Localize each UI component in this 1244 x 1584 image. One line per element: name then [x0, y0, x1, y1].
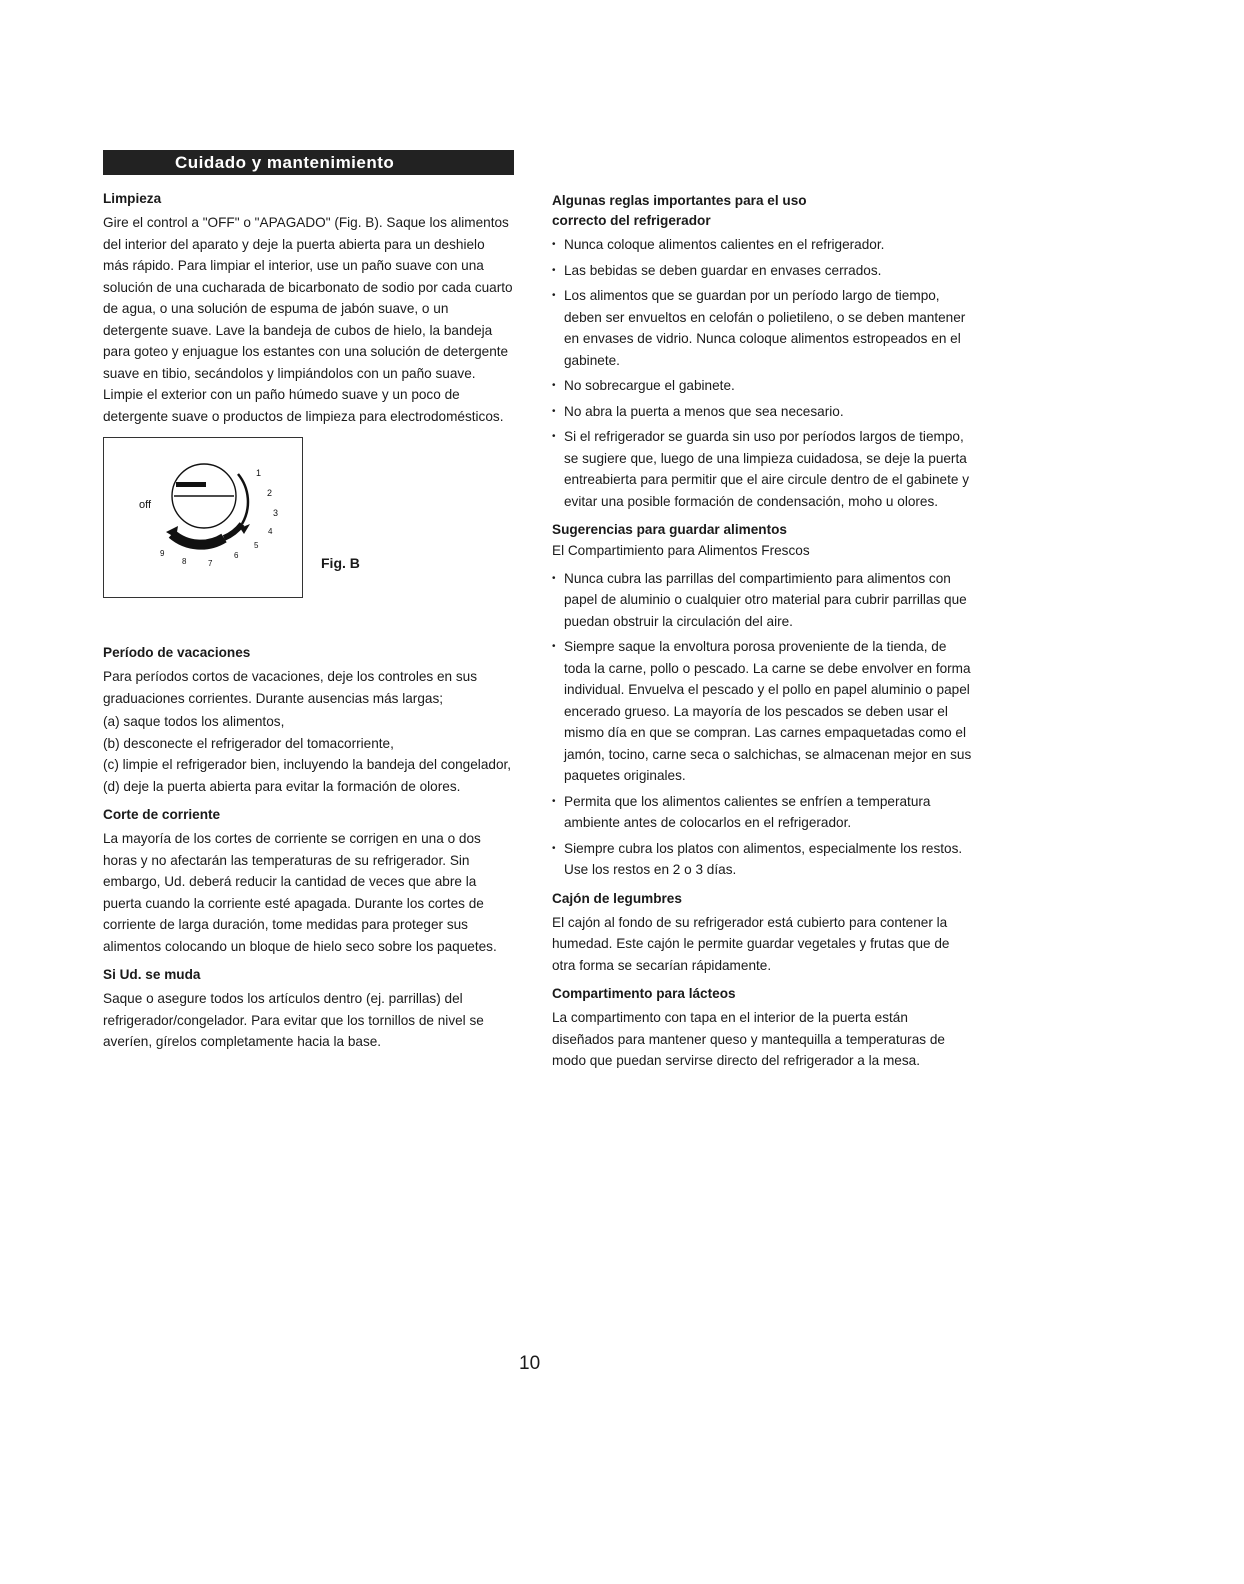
- reglas-heading-line1: Algunas reglas importantes para el uso: [552, 193, 807, 208]
- sugerencias-heading: Sugerencias para guardar alimentos: [552, 522, 787, 537]
- list-item: • No sobrecargue el gabinete.: [552, 375, 972, 397]
- sugerencias-list: [552, 568, 972, 881]
- dial-number: 2: [267, 488, 273, 498]
- muda-heading: Si Ud. se muda: [103, 967, 201, 982]
- right-column: [552, 191, 972, 1080]
- reglas-list: [552, 234, 972, 512]
- dial-off-label: off: [139, 499, 152, 511]
- cajon-heading: Cajón de legumbres: [552, 890, 682, 906]
- list-item: (c) limpie el refrigerador bien, incluyendo la bandeja del congelador,: [103, 757, 512, 772]
- vacaciones-list: [103, 711, 513, 797]
- list-item: • Nunca cubra las parrillas del compartimiento para alimentos con papel de aluminio o cualquier otro material para cubrir parrillas que puedan obstruir la circulación del aire.: [552, 568, 972, 633]
- page-number: 10: [519, 1353, 541, 1374]
- list-item: • Siempre cubra los platos con alimentos, especialmente los restos. Use los restos en 2 o 3 días.: [552, 838, 972, 881]
- reglas-heading-line2: correcto del refrigerador: [552, 213, 711, 228]
- reglas-heading: [552, 191, 972, 231]
- dial-number: 6: [234, 551, 239, 560]
- corte-heading: Corte de corriente: [103, 807, 221, 822]
- list-item: • Permita que los alimentos calientes se enfríen a temperatura ambiente antes de colocarlos en el refrigerador.: [552, 791, 972, 834]
- list-item: • Si el refrigerador se guarda sin uso por períodos largos de tiempo, se sugiere que, luego de una limpieza cuidadosa, se deje la puerta entreabierta para permitir que el aire circule dentro de el gabinete y evitar una posible formación de condensación, moho u olores.: [552, 426, 972, 512]
- dial-number: 8: [182, 557, 187, 566]
- dial-number: 5: [254, 541, 259, 550]
- dial-number: 7: [208, 559, 213, 568]
- corte-body: La mayoría de los cortes de corriente se corrigen en una o dos horas y no afectarán las temperaturas de su refrigerador. Sin embargo, Ud. deberá reducir la cantidad de veces que abre la puerta cuando la corriente esté apagada. Durante los cortes de corriente de larga duración, tome medidas para proteger sus alimentos colocando un bloque de hielo seco sobre los paquetes.: [103, 831, 497, 954]
- dial-number: 3: [273, 508, 279, 518]
- lacteos-heading: Compartimento para lácteos: [552, 986, 736, 1001]
- dial-number: 9: [160, 549, 165, 558]
- muda-body: Saque o asegure todos los artículos dentro (ej. parrillas) del refrigerador/congelador. Para evitar que los tornillos de nivel se averíen, gírelos completamente hacia la base.: [103, 991, 484, 1049]
- cajon-body: El cajón al fondo de su refrigerador está cubierto para contener la humedad. Este cajón le permite guardar vegetales y frutas que de otra forma se secarían rápidamente.: [552, 914, 950, 973]
- vacaciones-heading: Período de vacaciones: [103, 645, 251, 660]
- list-item: (a) saque todos los alimentos,: [103, 714, 285, 729]
- limpieza-body: Gire el control a "OFF" o "APAGADO" (Fig. B). Saque los alimentos del interior del aparato y deje la puerta abierta para un deshielo más rápido. Para limpiar el interior, use un paño suave con una solución de una cucharada de bicarbonato de sodio por cada cuarto de agua, o una solución de espuma de jabón suave, o un detergente suave. Lave la bandeja de cubos de hielo, la bandeja para goteo y enjuague los estantes con una solución de detergente suave en tibio, secándolos y limpiándolos con un paño suave. Limpie el exterior con un paño húmedo suave y un poco de detergente suave o productos de limpieza para electrodomésticos.: [103, 215, 513, 424]
- dial-number: 4: [268, 527, 273, 536]
- thermostat-dial-illustration: [104, 438, 302, 597]
- figure-box: [103, 437, 303, 598]
- section-banner: [103, 150, 514, 175]
- list-item: (d) deje la puerta abierta para evitar la formación de olores.: [103, 778, 461, 794]
- list-item: (b) desconecte el refrigerador del tomacorriente,: [103, 735, 394, 751]
- sugerencias-subheading: El Compartimiento para Alimentos Frescos: [552, 543, 810, 558]
- list-item: • Nunca coloque alimentos calientes en el refrigerador.: [552, 234, 972, 256]
- left-column: [103, 189, 513, 1061]
- figure-caption: Fig. B: [321, 555, 360, 571]
- list-item: • Las bebidas se deben guardar en envases cerrados.: [552, 260, 972, 282]
- dial-number: 1: [256, 468, 262, 478]
- list-item: • No abra la puerta a menos que sea necesario.: [552, 401, 972, 423]
- figure-b: [103, 437, 513, 637]
- vacaciones-intro: Para períodos cortos de vacaciones, deje los controles en sus graduaciones corrientes. Durante ausencias más largas;: [103, 669, 478, 706]
- limpieza-heading: Limpieza: [103, 191, 162, 206]
- list-item: • Los alimentos que se guardan por un período largo de tiempo, deben ser envueltos en celofán o polietileno, o se deben mantener en envases de vidrio. Nunca coloque alimentos estropeados en el gabinete.: [552, 285, 972, 371]
- section-title: Cuidado y mantenimiento: [175, 153, 395, 172]
- list-item: • Siempre saque la envoltura porosa proveniente de la tienda, de toda la carne, pollo o pescado. La carne se debe envolver en forma individual. Envuelva el pescado y el pollo en papel aluminio o papel encerado grueso. La mayoría de los pescados se deben usar el mismo día en que se compran. Las carnes empaquetadas como el jamón, tocino, carne seca o salchichas, se almacenan mejor en sus paquetes originales.: [552, 636, 972, 787]
- lacteos-body: La compartimento con tapa en el interior de la puerta están diseñados para mantener queso y mantequilla a temperaturas de modo que puedan servirse directo del refrigerador a la mesa.: [552, 1010, 945, 1068]
